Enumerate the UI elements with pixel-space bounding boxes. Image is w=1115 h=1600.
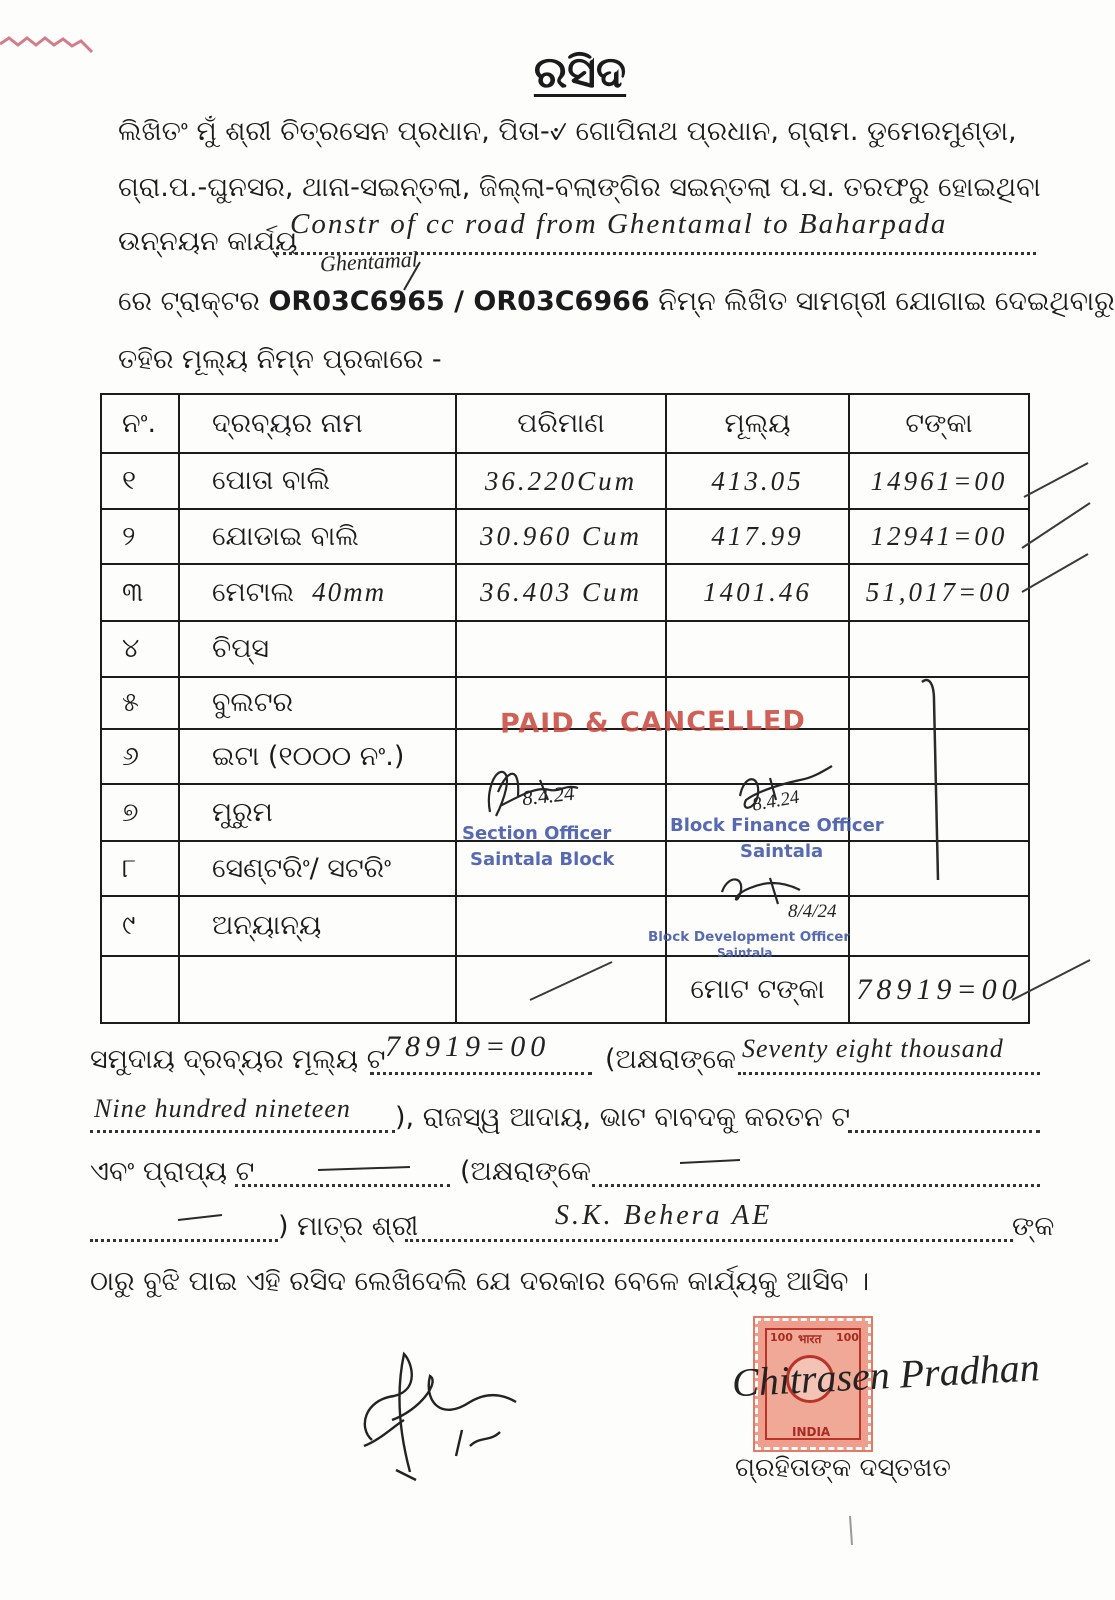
footer-in-words-dots (738, 1072, 1040, 1075)
footer-total-value: 78919=00 (385, 1030, 551, 1063)
footer-in-words-dots-2 (592, 1184, 1040, 1187)
footer-in-words-1: Seventy eight thousand (742, 1034, 1004, 1063)
footer-in-words-2: Nine hundred nineteen (94, 1094, 351, 1123)
footer-in-words-2-dots (90, 1130, 395, 1133)
row-item-name: ସେଣ୍ଟରିଂ/ ସଟରିଂ (179, 841, 456, 896)
row-quantity: 36.403 Cum (456, 564, 666, 621)
row-item-name: ଇଟା (୧୦୦୦ ନଂ.) (179, 729, 456, 784)
footer-payer-suffix: ଙ୍କ (1012, 1211, 1055, 1242)
bfo-date: 8.4.24 (750, 786, 802, 816)
intro-line-5: ତହିର ମୂଲ୍ୟ ନିମ୍ନ ପ୍ରକାରେ - (118, 344, 442, 375)
tractor-prefix: ରେ ଟ୍ରାକ୍ଟର (118, 286, 260, 317)
table-row (101, 896, 1029, 956)
officer-signature (364, 1354, 516, 1480)
footer-in-words-label-2: (ଅକ୍ଷରାଙ୍କେ (460, 1156, 591, 1187)
row-amount (849, 621, 1029, 677)
row-rate (666, 621, 849, 677)
revenue-stamp-denomination: 100 (770, 1331, 793, 1344)
row-rate: 417.99 (666, 509, 849, 564)
row-item-name: ମୁରୁମ (179, 784, 456, 841)
section-officer-stamp-title: Section Officer (462, 823, 612, 844)
row-amount (849, 729, 1029, 784)
amount-words-dash (178, 1215, 222, 1220)
footer-total-dots (370, 1072, 592, 1075)
row-item-name: ପୋତା ବାଲି (179, 453, 456, 509)
row-amount: 12941=00 (849, 509, 1029, 564)
header-item-name: ଦ୍ରବ୍ୟର ନାମ (179, 394, 456, 453)
section-officer-stamp-place: Saintala Block (470, 849, 615, 870)
bfo-stamp-title: Block Finance Officer (670, 815, 884, 836)
revenue-stamp-denomination-right: 100 (836, 1331, 859, 1344)
bottom-pencil-mark (850, 1516, 852, 1545)
row-amount: 14961=00 (849, 453, 1029, 509)
work-description-handwritten-2: Ghentamal (319, 246, 419, 277)
row-item-name-cell (179, 564, 456, 621)
row-no: ୧ (101, 453, 179, 509)
row-3-check-mark (1022, 554, 1088, 592)
row-quantity: 36.220Cum (456, 453, 666, 509)
row-quantity (456, 621, 666, 677)
header-quantity: ପରିମାଣ (456, 394, 666, 453)
bfo-stamp-place: Saintala (740, 841, 824, 862)
header-no: ନଂ. (101, 394, 179, 453)
tractor-suffix: ନିମ୍ନ ଲିଖିତ ସାମଗ୍ରୀ ଯୋଗାଇ ଦେଇଥିବାରୁ (658, 286, 1115, 317)
row-rate: 413.05 (666, 453, 849, 509)
revenue-stamp-country-hi: भारत (798, 1332, 822, 1346)
footer-payer-name: S.K. Behera AE (555, 1200, 773, 1231)
receipt-title: ରସିଦ (533, 47, 627, 98)
row-no: ୬ (101, 729, 179, 784)
row-no: ୫ (101, 677, 179, 729)
footer-amount-words-dots (90, 1239, 278, 1242)
corner-tape-mark (0, 38, 92, 52)
row-item-name: ଚିପ୍ସ (179, 621, 456, 677)
row-item-size-note: 40mm (312, 576, 387, 607)
section-officer-date: 8.4.24 (520, 780, 576, 811)
work-description-handwritten: Constr of cc road from Ghentamal to Baharpada (290, 208, 948, 240)
total-label: ମୋଟ ଟଙ୍କା (666, 956, 849, 1023)
total-empty-cell (456, 956, 666, 1023)
footer-total-label: ସମୁଦାୟ ଦ୍ରବ୍ୟର ମୂଲ୍ୟ ଟ (90, 1044, 386, 1075)
footer-closing: ଠାରୁ ବୁଝି ପାଇ ଏହି ରସିଦ ଲେଖିଦେଲି ଯେ ଦରକାର ବେଳେ କାର୍ଯ୍ୟକୁ ଆସିବ । (90, 1266, 870, 1297)
row-item-name: ବୁଲଟର (179, 677, 456, 729)
row-1-check-mark (1024, 463, 1088, 497)
row-item-name: ମେଟାଲ (212, 576, 295, 608)
row-no: ୯ (101, 896, 179, 956)
intro-line-2: ଗ୍ରା.ପ.-ଘୁନସର, ଥାନା-ସଇନ୍ତଲା, ଜିଲ୍ଲା-ବଲାଙ୍ଗିର ସଇନ୍ତଲା ପ.ସ. ତରଫରୁ ହୋଇଥିବା (118, 172, 1041, 203)
table-row (101, 564, 1029, 621)
tractor-numbers: OR03C6965 / OR03C6966 (268, 286, 650, 317)
revenue-stamp-country-en: INDIA (792, 1425, 831, 1439)
footer-in-words-label: (ଅକ୍ଷରାଙ୍କେ (605, 1044, 736, 1075)
table-total-row (101, 956, 1029, 1023)
receiver-signature-label: ଗ୍ରହିତାଙ୍କ ଦସ୍ତଖତ (735, 1453, 951, 1483)
row-amount (849, 677, 1029, 729)
row-quantity (456, 896, 666, 956)
footer-deduction-text: ), ରାଜସ୍ୱ ଆଦାୟ, ଭାଟ ବାବଦକୁ କରତନ ଟ (395, 1102, 851, 1133)
header-amount: ଟଙ୍କା (849, 394, 1029, 453)
row-amount (849, 841, 1029, 896)
total-empty-cell (179, 956, 456, 1023)
total-amount: 78919=00 (849, 956, 1029, 1023)
header-rate: ମୂଲ୍ୟ (666, 394, 849, 453)
total-empty-cell (101, 956, 179, 1023)
footer-receivable-label: ଏବଂ ପ୍ରାପ୍ୟ ଟ (90, 1156, 255, 1187)
paid-cancelled-stamp: PAID & CANCELLED (499, 705, 806, 740)
row-rate: 1401.46 (666, 564, 849, 621)
intro-line-4 (118, 282, 1115, 326)
bdo-date: 8/4/24 (788, 901, 837, 922)
footer-receivable-dots (235, 1184, 450, 1187)
receivable-dash (318, 1167, 410, 1170)
table-row (101, 453, 1029, 509)
table-row (101, 509, 1029, 564)
intro-line-1: ଲିଖିତଂ ମୁଁ ଶ୍ରୀ ଚିତ୍ରସେନ ପ୍ରଧାନ, ପିତା-୰ ଗୋପିନାଥ ପ୍ରଧାନ, ଗ୍ରାମ. ଡୁମେରମୁଣ୍ଡା, (118, 116, 1017, 147)
bdo-stamp-title: Block Development Officer (648, 929, 851, 945)
footer-deduction-dots (848, 1130, 1040, 1133)
row-amount: 51,017=00 (849, 564, 1029, 621)
row-no: ୮ (101, 841, 179, 896)
work-label: ଉନ୍ନୟନ କାର୍ଯ୍ୟ (118, 226, 298, 257)
table-row (101, 621, 1029, 677)
row-quantity: 30.960 Cum (456, 509, 666, 564)
in-words-dash (680, 1160, 740, 1163)
row-no: ୭ (101, 784, 179, 841)
row-2-check-mark (1022, 503, 1090, 548)
bdo-stamp-place: Saintala (717, 946, 773, 960)
row-no: ୩ (101, 564, 179, 621)
row-item-name: ଯୋଡାଇ ବାଲି (179, 509, 456, 564)
footer-only-shri: ) ମାତ୍ର ଶ୍ରୀ (278, 1211, 419, 1242)
row-item-name: ଅନ୍ୟାନ୍ୟ (179, 896, 456, 956)
receiver-signature: Chitrasen Pradhan (730, 1344, 1041, 1406)
row-no: ୨ (101, 509, 179, 564)
row-no: ୪ (101, 621, 179, 677)
table-header-row (101, 394, 1029, 453)
footer-payer-dots (405, 1239, 1013, 1242)
